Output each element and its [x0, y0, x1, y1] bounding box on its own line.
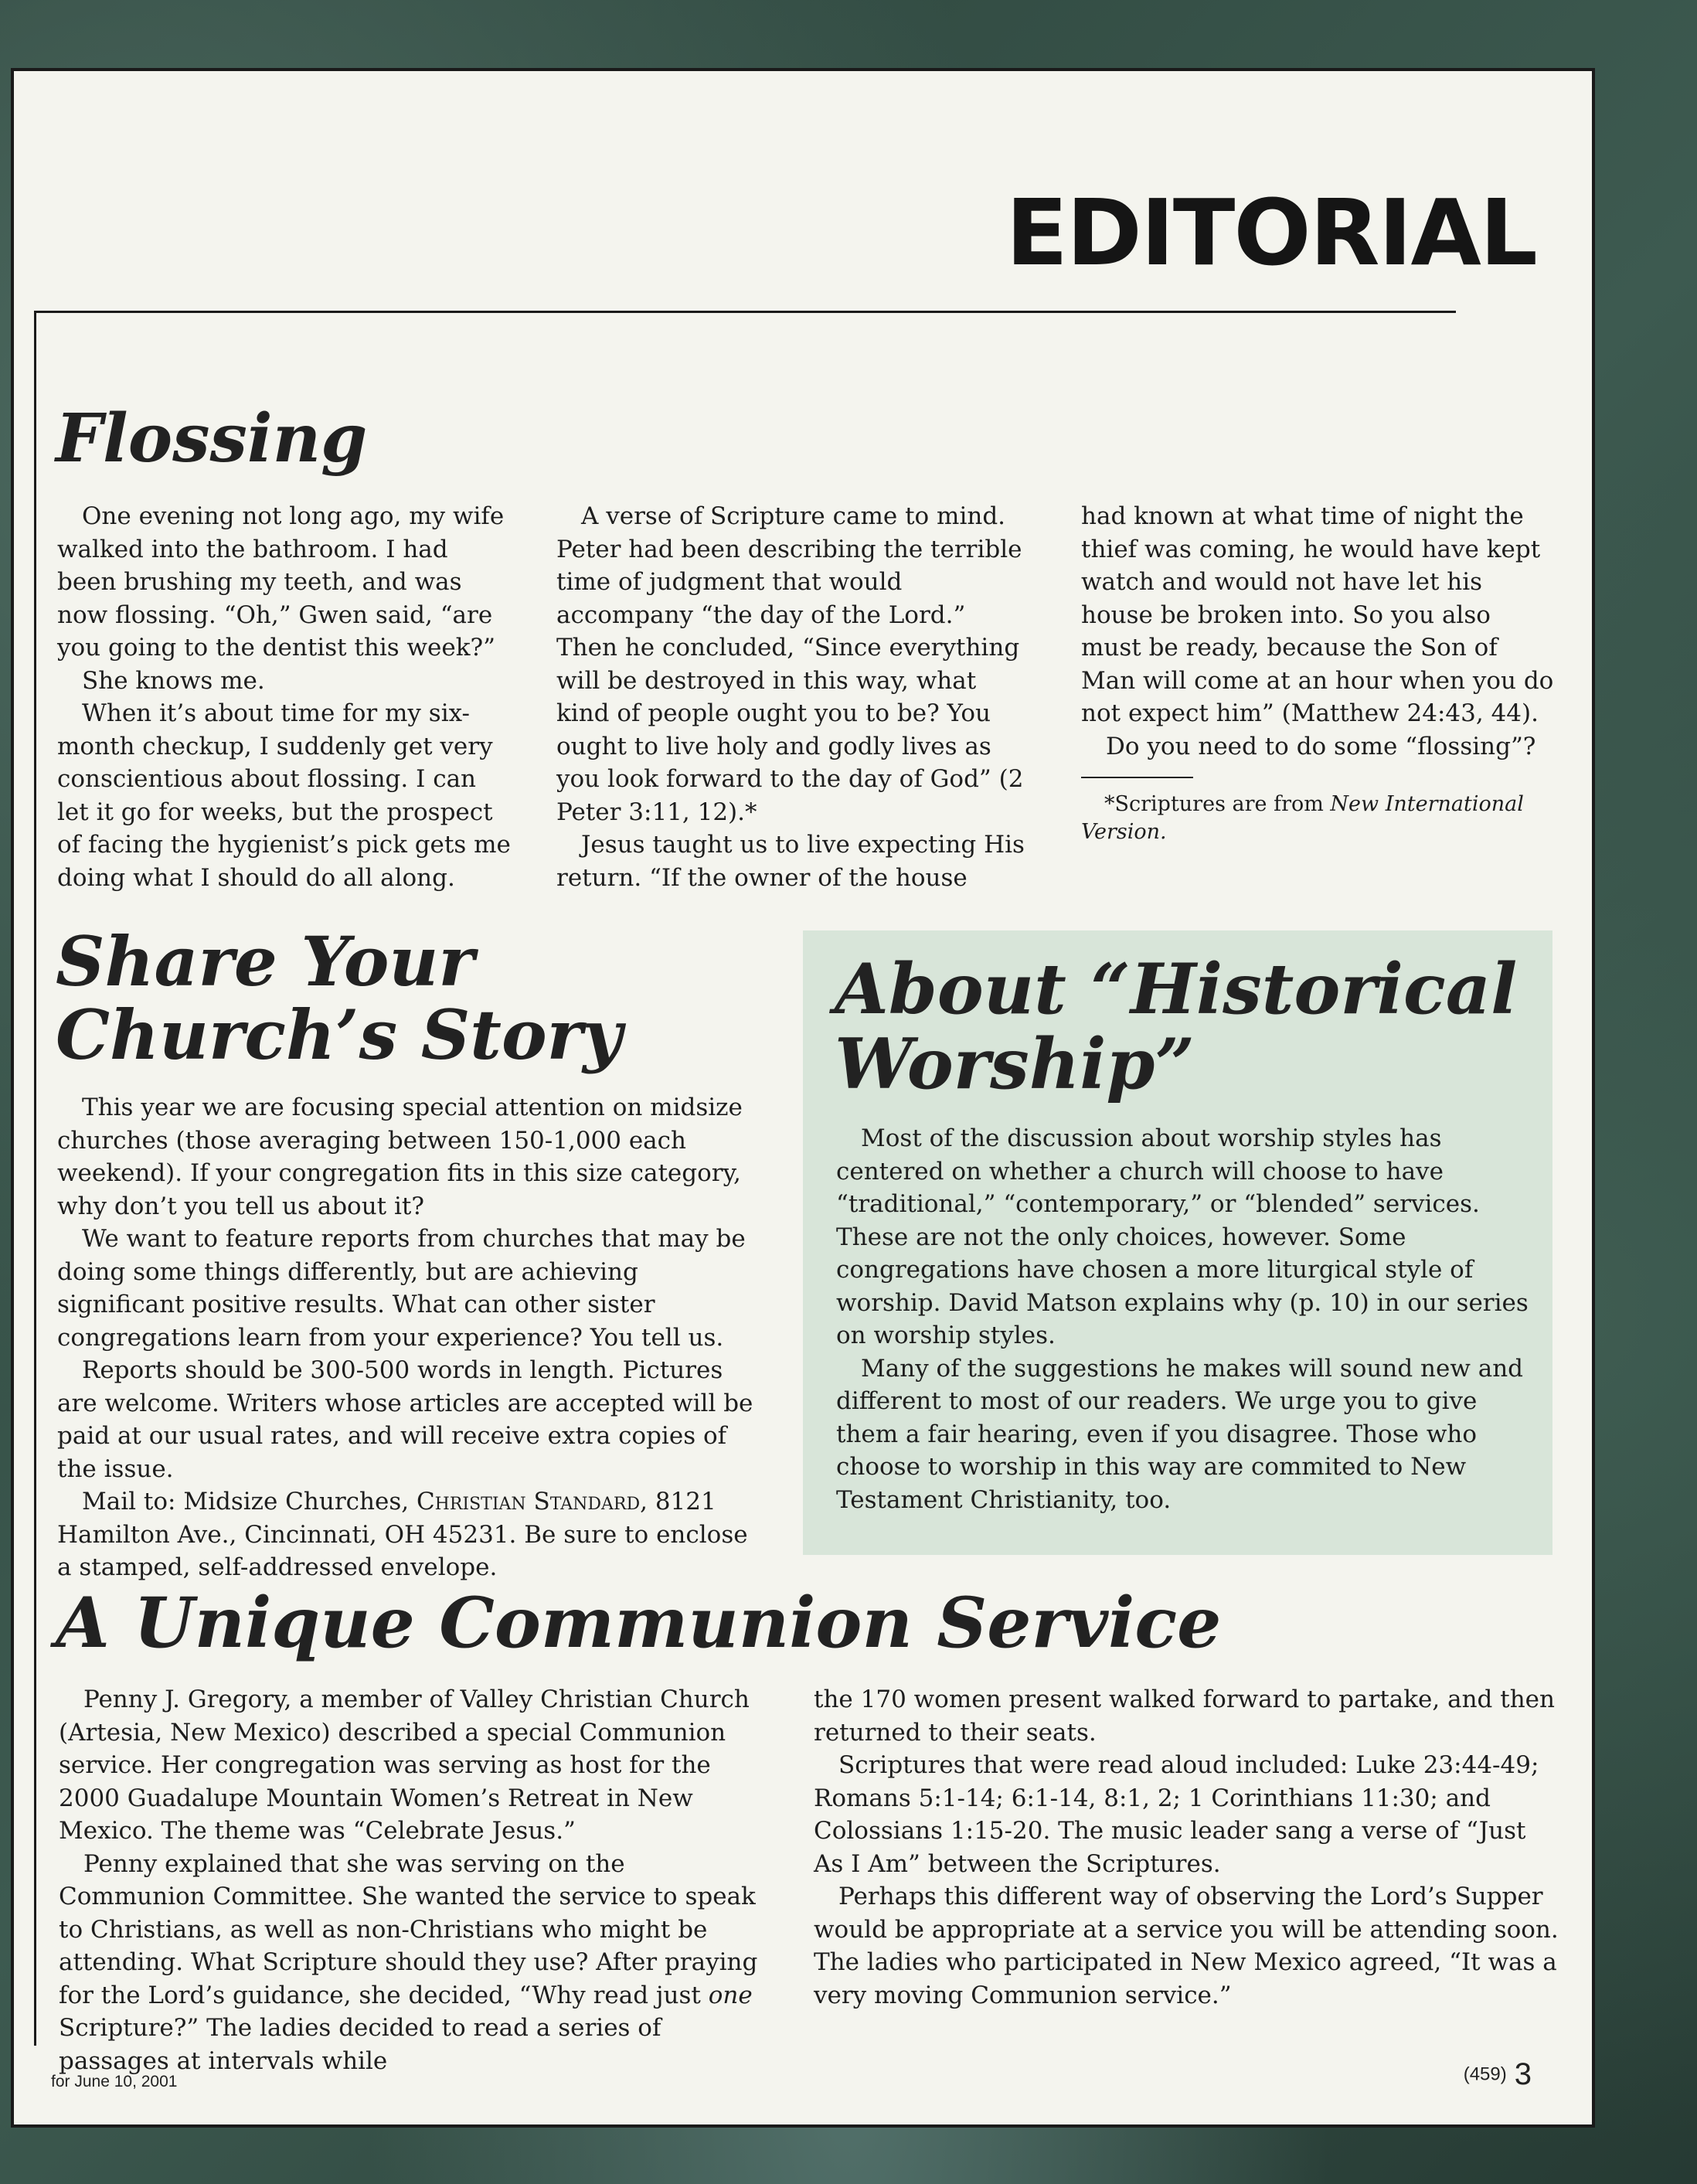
folio	[1464, 2057, 1532, 2092]
share-paragraph: We want to feature reports from churches that may be doing some things differently, but are achieving significant positive results. What can other sister congregations learn from your experience? You tell us.	[57, 1225, 746, 1352]
header-rule	[34, 311, 1456, 313]
historical-title-line-2: Worship”	[835, 1023, 1195, 1106]
flossing-paragraph: Jesus taught us to live expecting His return. “If the owner of the house	[556, 831, 1025, 892]
footnote	[1081, 791, 1556, 846]
communion-title: A Unique Communion Service	[56, 1582, 1222, 1664]
communion-paragraph: Scriptures that were read aloud included: Luke 23:44-49; Romans 5:1-14; 6:1-14, 8:1, 2; 1 Corinthians 11:30; and Colossians 1:15-20. The music leader sang a verse of “Just As I Am” between the Scriptures.	[814, 1751, 1539, 1878]
communion-column-1	[59, 1683, 777, 2077]
communion-text: Penny explained that she was serving on the Communion Committee. She wanted the service to speak to Christians, as well as non-Christians who might be attending. What Scripture should they use? After praying for the Lord’s guidance, she decided, “Why read just	[59, 1849, 758, 2009]
mail-label: Mail to: Midsize Churches,	[82, 1488, 417, 1516]
communion-text: Scripture?” The ladies decided to read a series of passages at intervals while	[59, 2014, 661, 2075]
communion-emphasis: one	[708, 1981, 753, 2009]
flossing-column-1	[57, 500, 513, 894]
issue-date: for June 10, 2001	[51, 2073, 178, 2090]
share-title	[56, 921, 623, 1076]
flossing-paragraph: Do you need to do some “flossing”?	[1106, 732, 1536, 760]
footnote-text: *Scriptures are from	[1104, 792, 1331, 816]
historical-title-line-1: About “Historical	[835, 948, 1518, 1030]
historical-body	[836, 1122, 1532, 1516]
historical-paragraph: Many of the suggestions he makes will sound new and different to most of our readers. We urge you to give them a fair hearing, even if you disagree. Those who choose to worship in this way are commited to New Testament Christianity, too.	[836, 1354, 1524, 1514]
share-title-line-2: Church’s Story	[56, 995, 623, 1076]
flossing-paragraph: When it’s about time for my six-month checkup, I suddenly get very conscientious about flossing. I can let it go for weeks, but the prospect of facing the hygienist’s pick gets me doing what I should do all along.	[57, 699, 511, 892]
communion-paragraph: the 170 women present walked forward to partake, and then returned to their seats.	[814, 1686, 1555, 1747]
flossing-paragraph: had known at what time of night the thief was coming, he would have kept watch and would not have let his house be broken into. So you also must be ready, because the Son of Man will come at an hour when you do not expect him” (Matthew 24:43, 44).	[1081, 502, 1554, 727]
page-code: (459)	[1463, 2063, 1507, 2085]
flossing-paragraph: A verse of Scripture came to mind. Peter had been describing the terrible time of judgment that would accompany “the day of the Lord.” Then he concluded, “Since everything will be destroyed in this way, what kind of people ought you to be? You ought to live holy and godly lives as you look forward to the day of God” (2 Peter 3:11, 12).*	[556, 502, 1024, 826]
share-body	[57, 1091, 768, 1584]
show-through	[601, 233, 634, 341]
publication-name: Christian Standard	[416, 1488, 641, 1516]
communion-column-2	[814, 1683, 1559, 2012]
communion-paragraph: Perhaps this different way of observing the Lord’s Supper would be appropriate at a service you will be attending soon. The ladies who participated in New Mexico agreed, “It was a very moving Communion service.”	[814, 1883, 1559, 2009]
footnote-rule	[1081, 777, 1193, 778]
section-title: EDITORIAL	[1005, 179, 1536, 286]
communion-paragraph: Penny J. Gregory, a member of Valley Christian Church (Artesia, New Mexico) described a special Communion service. Her congregation was serving as host for the 2000 Guadalupe Mountain Women’s Retreat in New Mexico. The theme was “Celebrate Jesus.”	[59, 1686, 750, 1845]
share-paragraph	[57, 1485, 768, 1584]
share-title-line-1: Share Your	[56, 921, 474, 1002]
mail-address: , 8121 Hamilton Ave., Cincinnati, OH 45231. Be sure to enclose a stamped, self-addressed envelope.	[57, 1488, 748, 1581]
flossing-paragraph: One evening not long ago, my wife walked into the bathroom. I had been brushing my teeth, and was now flossing. “Oh,” Gwen said, “are you going to the dentist this week?”	[57, 502, 505, 662]
historical-paragraph: Most of the discussion about worship styles has centered on whether a church will choose to have “traditional,” “contemporary,” or “blended” services. These are not the only choices, however. Some congregations have chosen a more liturgical style of worship. David Matson explains why (p. 10) in our series on worship styles.	[836, 1124, 1529, 1349]
page-number: 3	[1514, 2057, 1532, 2091]
footnote-version: New International Version.	[1081, 792, 1524, 844]
historical-title	[835, 948, 1518, 1106]
flossing-column-2	[556, 500, 1028, 894]
share-paragraph: Reports should be 300-500 words in length. Pictures are welcome. Writers whose articles are accepted will be paid at our usual rates, and will receive extra copies of the issue.	[57, 1356, 753, 1483]
communion-paragraph	[59, 1848, 777, 2078]
left-rule	[34, 311, 36, 2046]
magazine-page	[11, 68, 1595, 2128]
flossing-column-3	[1081, 500, 1556, 846]
flossing-paragraph: She knows me.	[82, 666, 265, 695]
share-paragraph: This year we are focusing special attention on midsize churches (those averaging between 150-1,000 each weekend). If your congregation fits in this size category, why don’t you tell us about it?	[57, 1094, 743, 1220]
flossing-title: Flossing	[56, 400, 368, 478]
